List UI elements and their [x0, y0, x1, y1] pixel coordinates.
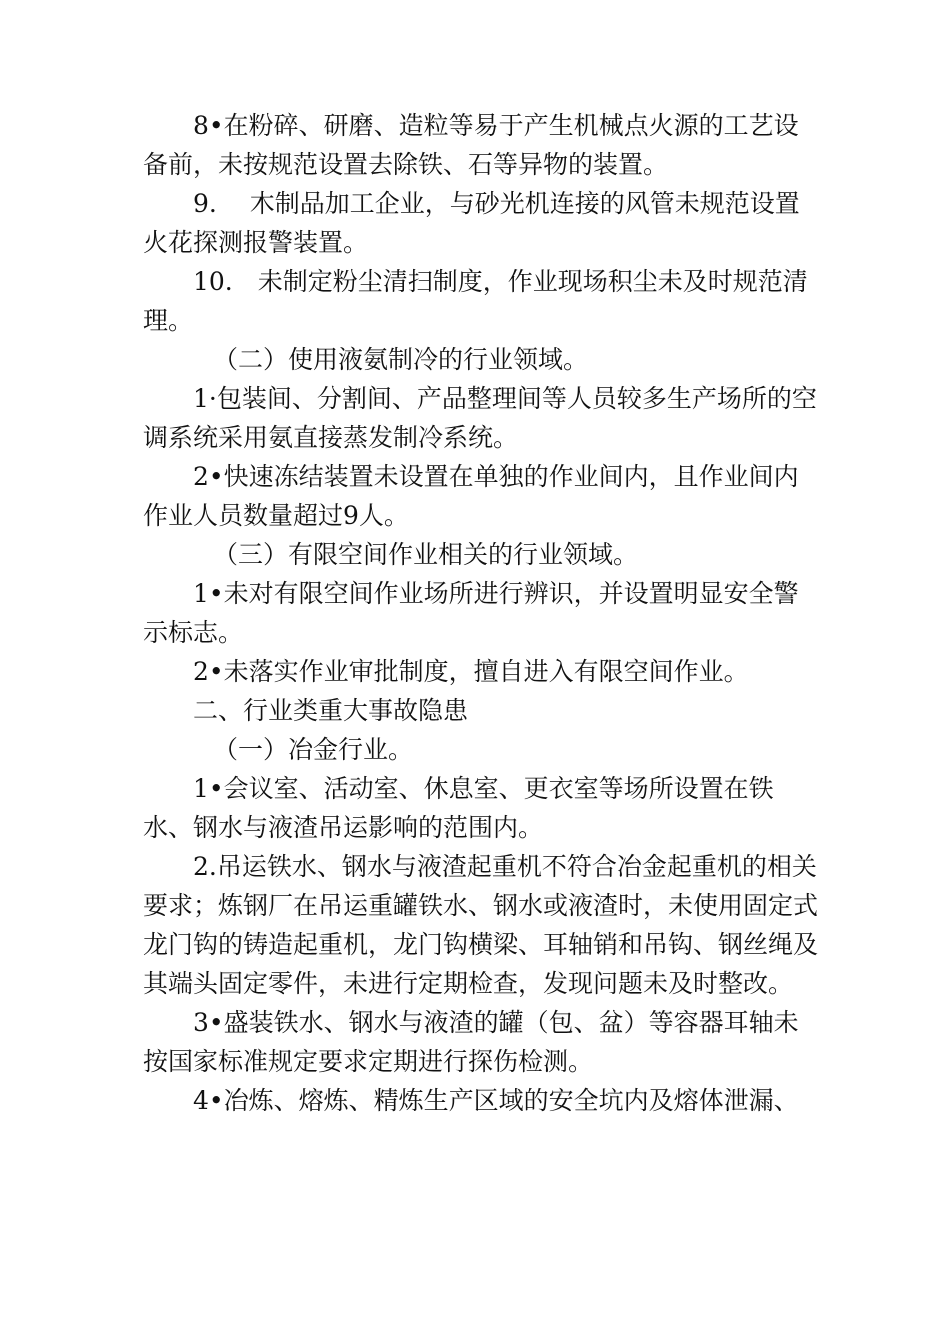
chapter-heading-industry-hazards: 二、行业类重大事故隐患	[193, 696, 469, 725]
paragraph-item-8: 8•在粉碎、研磨、造粒等易于产生机械点火源的工艺设备前，未按规范设置去除铁、石等异物的装置。	[143, 111, 799, 179]
section-heading-metallurgy: （一）冶金行业。	[213, 735, 414, 764]
paragraph-item-10: 10. 未制定粉尘清扫制度，作业现场积尘未及时规范清理。	[143, 267, 808, 335]
document-body	[143, 106, 823, 1120]
paragraph-metallurgy-3: 3•盛装铁水、钢水与液渣的罐（包、盆）等容器耳轴未按国家标准规定要求定期进行探伤检测。	[143, 1008, 799, 1076]
paragraph-confined-2: 2•未落实作业审批制度，擅自进入有限空间作业。	[193, 657, 749, 686]
paragraph-item-9: 9. 木制品加工企业，与砂光机连接的风管未规范设置火花探测报警装置。	[143, 189, 800, 257]
paragraph-ammonia-1: 1·包装间、分割间、产品整理间等人员较多生产场所的空调系统采用氨直接蒸发制冷系统。	[143, 384, 817, 452]
paragraph-metallurgy-4: 4•冶炼、熔炼、精炼生产区域的安全坑内及熔体泄漏、	[193, 1086, 799, 1115]
paragraph-metallurgy-2: 2.吊运铁水、钢水与液渣起重机不符合冶金起重机的相关要求；炼钢厂在吊运重罐铁水、钢水或液渣时，未使用固定式龙门钩的铸造起重机，龙门钩横梁、耳轴销和吊钩、钢丝绳及其端头固定零件，未进行定期检查，发现问题未及时整改。	[143, 852, 819, 998]
paragraph-confined-1: 1•未对有限空间作业场所进行辨识，并设置明显安全警示标志。	[143, 579, 799, 647]
paragraph-metallurgy-1: 1•会议室、活动室、休息室、更衣室等场所设置在铁水、钢水与液渣吊运影响的范围内。	[143, 774, 774, 842]
section-heading-ammonia: （二）使用液氨制冷的行业领域。	[213, 345, 589, 374]
section-heading-confined-space: （三）有限空间作业相关的行业领域。	[213, 540, 639, 569]
paragraph-ammonia-2: 2•快速冻结装置未设置在单独的作业间内，且作业间内作业人员数量超过9人。	[143, 462, 799, 530]
